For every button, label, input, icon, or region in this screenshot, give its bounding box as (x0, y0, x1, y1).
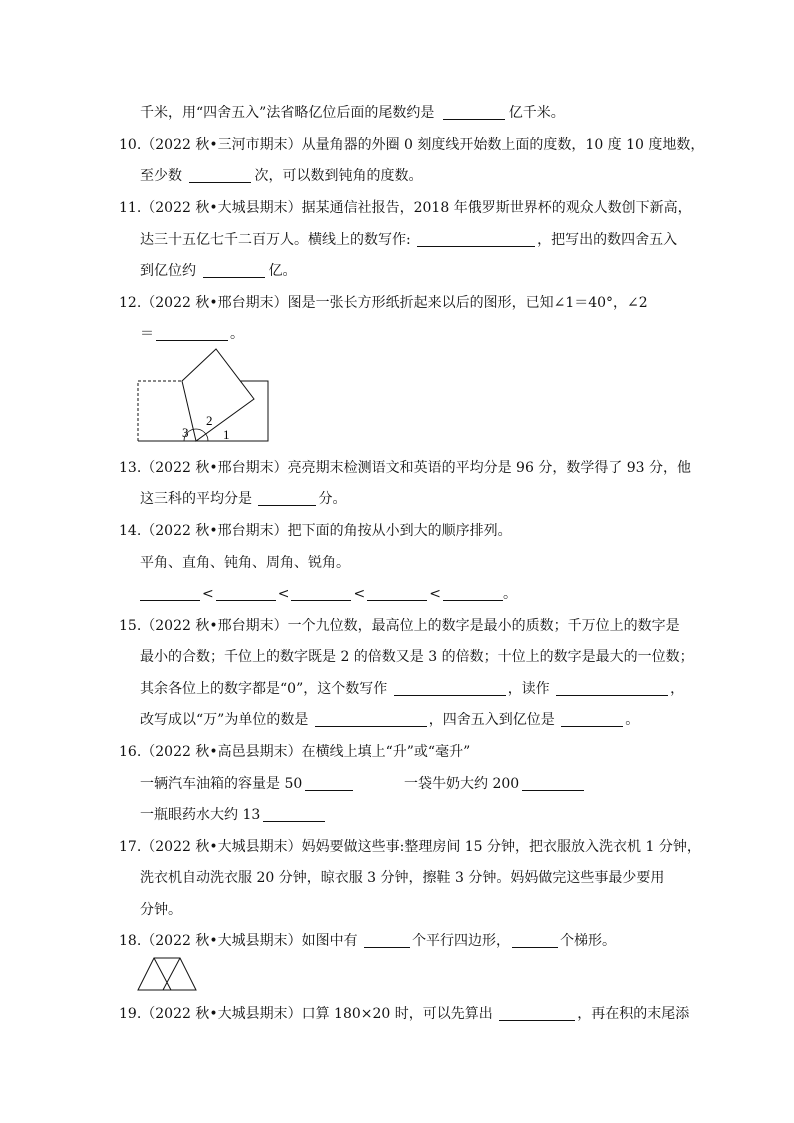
q16-item-3 (140, 806, 325, 824)
q16-item-2-blank[interactable] (522, 776, 584, 791)
q11-number: 11. (119, 200, 142, 216)
q12-equals: ＝ (140, 326, 154, 342)
q18-text-b: 个平行四边形， (412, 933, 511, 949)
q14-blank-4[interactable] (367, 586, 427, 601)
q16-source: （2022 秋•高邑县期末） (141, 744, 302, 760)
q13-source: （2022 秋•邢台期末） (141, 460, 288, 476)
q11-text: 据某通信社报告，2018 年俄罗斯世界杯的观众人数创下新高， (301, 200, 692, 216)
q13-number: 13. (119, 460, 142, 476)
q15-source: （2022 秋•邢台期末） (141, 618, 288, 634)
q10-line1 (119, 136, 704, 154)
q17-text-3: 分钟。 (140, 902, 182, 918)
q14-blank-5[interactable] (443, 586, 503, 601)
q9-unit: 亿千米。 (508, 105, 565, 121)
q18-number: 18. (119, 933, 142, 949)
q13-line2 (140, 490, 346, 508)
q11-text-a: 达三十五亿七千二百万人。横线上的数写作: (140, 232, 411, 248)
angle-2-label: 2 (206, 413, 213, 428)
q10-number: 10. (119, 137, 142, 153)
q12-line1 (119, 294, 648, 312)
trapezoid-diagonal-2 (163, 958, 180, 990)
q14-less-than-4: < (429, 586, 441, 602)
q14-blank-2[interactable] (216, 586, 276, 601)
q12-source: （2022 秋•邢台期末） (141, 295, 288, 311)
q14-angle-list: 平角、直角、钝角、周角、锐角。 (140, 555, 350, 571)
q16-line1 (119, 743, 470, 761)
q11-write-blank[interactable] (417, 232, 535, 247)
q14-line2 (140, 554, 350, 572)
q9-text: 千米，用“四舍五入”法省略亿位后面的尾数约是 (140, 105, 435, 121)
q11-line2 (140, 231, 677, 249)
q17-line3 (140, 901, 182, 919)
q14-line3 (140, 585, 517, 603)
q10-answer-blank[interactable] (189, 168, 251, 183)
q14-source: （2022 秋•邢台期末） (141, 523, 288, 539)
q18-source: （2022 秋•大城县期末） (141, 933, 302, 949)
q16-item-1-blank[interactable] (305, 776, 353, 791)
q14-less-than-1: < (202, 586, 214, 602)
q14-blank-3[interactable] (291, 586, 351, 601)
q11-source: （2022 秋•大城县期末） (141, 200, 302, 216)
q12-text: 图是一张长方形纸折起来以后的图形，已知∠1＝40°，∠2 (287, 295, 648, 311)
q9-continuation (140, 104, 565, 122)
q15-line3 (140, 680, 684, 698)
q17-source: （2022 秋•大城县期末） (141, 839, 302, 855)
q16-item-1-text: 一辆汽车油箱的容量是 50 (140, 776, 303, 792)
q14-less-than-3: < (353, 586, 366, 602)
q15-text: 一个九位数，最高位上的数字是最小的质数；千万位上的数字是 (287, 618, 680, 634)
q13-line1 (119, 459, 691, 477)
q13-answer-blank[interactable] (258, 491, 316, 506)
q17-text-2: 洗衣机自动洗衣服 20 分钟，晾衣服 3 分钟，擦鞋 3 分钟。妈妈做完这些事最少要用 (140, 870, 665, 886)
q18-trapezoid-blank[interactable] (512, 933, 558, 948)
angle-1-label: 1 (223, 427, 230, 442)
q11-text-d: 亿。 (268, 263, 297, 279)
q15-text-4a: 改写成以“万”为单位的数是 (140, 712, 309, 728)
q19-text-b: ，再在积的末尾添 (577, 1006, 690, 1022)
q15-round-blank[interactable] (561, 712, 623, 727)
trapezoid-diagonal-1 (154, 958, 171, 990)
q11-text-b: ，把写出的数四舍五入 (537, 232, 678, 248)
q17-number: 17. (119, 839, 142, 855)
q12-number: 12. (119, 295, 142, 311)
q13-text-a: 这三科的平均分是 (140, 491, 252, 507)
q14-blank-1[interactable] (140, 586, 200, 601)
q16-item-3-blank[interactable] (263, 807, 325, 822)
q14-less-than-2: < (277, 586, 290, 602)
angle-3-label: 3 (182, 425, 189, 440)
q18-text-a: 如图中有 (301, 933, 358, 949)
q15-number: 15. (119, 618, 142, 634)
q14-line1 (119, 522, 512, 540)
q11-line3 (140, 262, 296, 280)
q16-item-2-text: 一袋牛奶大约 200 (404, 776, 520, 792)
q15-write-blank[interactable] (394, 681, 506, 696)
q19-source: （2022 秋•大城县期末） (141, 1006, 302, 1022)
q14-number: 14. (119, 523, 142, 539)
q16-text: 在横线上填上“升”或“毫升” (301, 744, 471, 760)
q18-parallelogram-blank[interactable] (364, 933, 410, 948)
q15-text-4c: 。 (625, 712, 640, 728)
q16-item-3-text: 一瓶眼药水大约 13 (140, 807, 261, 823)
q15-text-4b: ，四舍五入到亿位是 (428, 712, 555, 728)
q15-text-3a: 其余各位上的数字都是“0”，这个数写作 (140, 681, 388, 697)
q14-text: 把下面的角按从小到大的顺序排列。 (287, 523, 512, 539)
folded-rectangle-figure (136, 345, 276, 447)
q10-text-b: 次，可以数到钝角的度数。 (254, 168, 423, 184)
q10-text: 从量角器的外圈 0 刻度线开始数上面的度数，10 度 10 度地数， (301, 137, 705, 153)
q17-line2 (140, 869, 664, 887)
trapezoid-outline (138, 958, 196, 990)
q11-line1 (119, 199, 692, 217)
q10-text-a: 至少数 (140, 168, 182, 184)
q15-text-3c: ， (670, 681, 685, 697)
q10-line2 (140, 167, 422, 185)
q15-line1 (119, 617, 680, 635)
q19-text-a: 口算 180×20 时，可以先算出 (301, 1006, 493, 1022)
q15-text-2: 最小的合数；千位上的数字既是 2 的倍数又是 3 的倍数；十位上的数字是最大的一位数； (140, 649, 694, 665)
q12-period: 。 (230, 326, 244, 342)
q9-answer-blank[interactable] (443, 105, 505, 120)
q19-number: 19. (119, 1006, 142, 1022)
q10-source: （2022 秋•三河市期末） (141, 137, 302, 153)
q15-line2 (140, 648, 694, 666)
q12-answer-blank[interactable] (156, 326, 228, 341)
q17-line1 (119, 838, 701, 856)
trapezoid-figure (136, 956, 198, 992)
q18-line1 (119, 932, 616, 950)
q16-number: 16. (119, 744, 142, 760)
q17-text: 妈妈要做这些事:整理房间 15 分钟，把衣服放入洗衣机 1 分钟， (301, 839, 701, 855)
q13-text: 亮亮期末检测语文和英语的平均分是 96 分，数学得了 93 分，他 (287, 460, 692, 476)
q15-text-3b: ，读作 (507, 681, 550, 697)
q19-answer-blank[interactable] (499, 1006, 575, 1021)
q18-text-c: 个梯形。 (560, 933, 617, 949)
q13-text-b: 分。 (318, 491, 347, 507)
q12-line2 (140, 325, 244, 343)
q16-item-1 (140, 775, 353, 793)
q11-text-c: 到亿位约 (140, 263, 196, 279)
q15-line4 (140, 711, 639, 729)
q19-line1 (119, 1005, 689, 1023)
q15-wan-blank[interactable] (315, 712, 427, 727)
q11-round-blank[interactable] (203, 263, 265, 278)
q15-read-blank[interactable] (556, 681, 668, 696)
q16-item-2 (404, 775, 584, 793)
q14-period: 。 (502, 586, 517, 602)
